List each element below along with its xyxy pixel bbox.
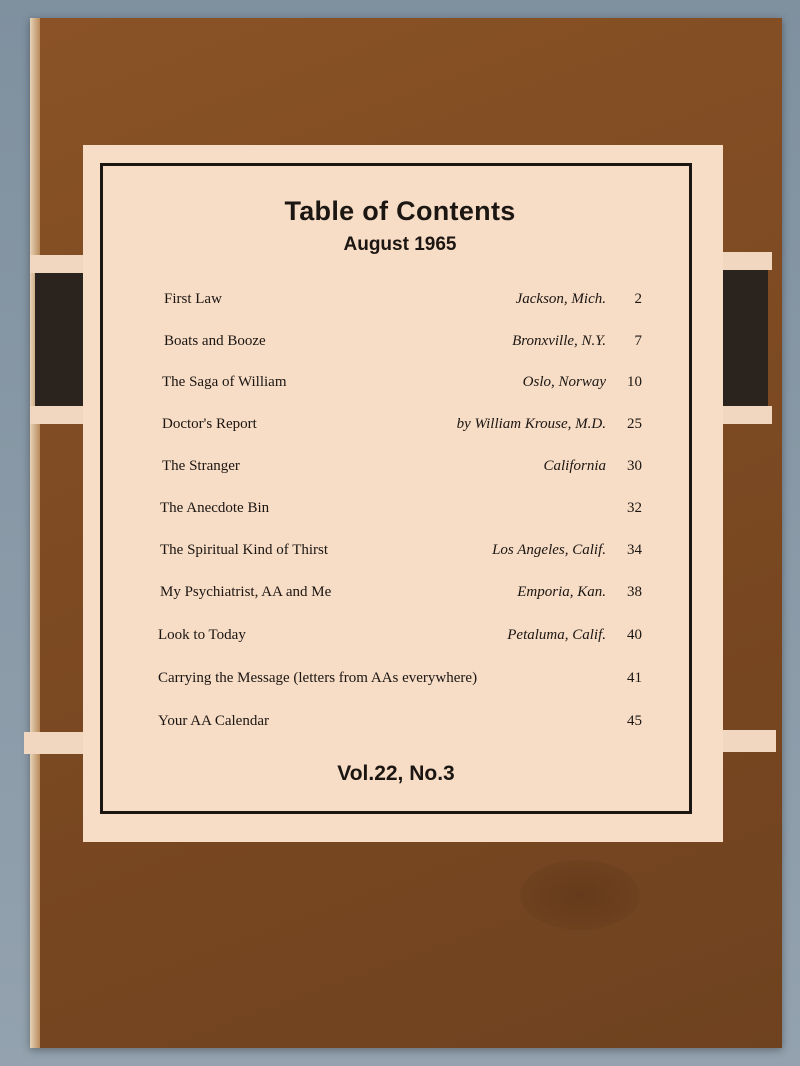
toc-entry-title: First Law bbox=[164, 291, 222, 307]
toc-entry-location: by William Krouse, M.D. bbox=[456, 416, 606, 432]
toc-entry-page: 2 bbox=[634, 291, 642, 307]
left-stripe-bottom bbox=[24, 732, 90, 754]
toc-entry bbox=[158, 542, 648, 564]
toc-entry bbox=[158, 627, 648, 649]
toc-entry-page: 45 bbox=[627, 713, 642, 729]
toc-entry-page: 32 bbox=[627, 500, 642, 516]
toc-entry-title: Boats and Booze bbox=[164, 333, 266, 349]
toc-entry-page: 25 bbox=[627, 416, 642, 432]
toc-entry-title: My Psychiatrist, AA and Me bbox=[160, 584, 332, 600]
toc-entry-page: 30 bbox=[627, 458, 642, 474]
toc-entry-location: Los Angeles, Calif. bbox=[492, 542, 606, 558]
toc-entry bbox=[158, 458, 648, 480]
page-title: Table of Contents bbox=[284, 196, 516, 226]
toc-entry bbox=[158, 713, 648, 735]
toc-entry-page: 7 bbox=[634, 333, 642, 349]
toc-entry-page: 40 bbox=[627, 627, 642, 643]
toc-entry-title: Look to Today bbox=[158, 627, 246, 643]
toc-entry bbox=[158, 500, 648, 522]
issue-date: August 1965 bbox=[343, 234, 457, 255]
toc-entry-location: Bronxville, N.Y. bbox=[512, 333, 606, 349]
toc-entry-page: 38 bbox=[627, 584, 642, 600]
cover-spine-edge bbox=[30, 18, 40, 1048]
toc-entry-title: Your AA Calendar bbox=[158, 713, 269, 729]
toc-entry-location: Oslo, Norway bbox=[522, 374, 606, 390]
toc-entry-location: California bbox=[543, 458, 606, 474]
toc-entry-title: The Spiritual Kind of Thirst bbox=[160, 542, 329, 558]
toc-entry-title: The Stranger bbox=[162, 458, 240, 474]
toc-entry-location: Petaluma, Calif. bbox=[507, 627, 606, 643]
toc-entry-page: 10 bbox=[627, 374, 642, 390]
toc-entry bbox=[158, 291, 648, 313]
toc-entry-title: The Anecdote Bin bbox=[160, 500, 270, 516]
left-stripe-top bbox=[30, 255, 90, 273]
toc-entry bbox=[158, 670, 648, 692]
toc-entry-page: 41 bbox=[627, 670, 642, 686]
toc-entry-location: Jackson, Mich. bbox=[515, 291, 606, 307]
toc-entry-title: The Saga of William bbox=[162, 374, 287, 390]
toc-entry-title: Doctor's Report bbox=[162, 416, 257, 432]
volume-number: Vol.22, No.3 bbox=[337, 762, 455, 785]
toc-entry-location: Emporia, Kan. bbox=[517, 584, 606, 600]
toc-entry-title: Carrying the Message (letters from AAs everywhere) bbox=[158, 670, 478, 686]
cover-stain bbox=[520, 860, 640, 930]
left-stripe-mid bbox=[30, 406, 90, 424]
toc-entry-page: 34 bbox=[627, 542, 642, 558]
toc-entry bbox=[158, 584, 648, 606]
toc-entry bbox=[158, 416, 648, 438]
toc-entry bbox=[158, 374, 648, 396]
left-dark-band bbox=[35, 273, 90, 406]
toc-entry bbox=[158, 333, 648, 355]
